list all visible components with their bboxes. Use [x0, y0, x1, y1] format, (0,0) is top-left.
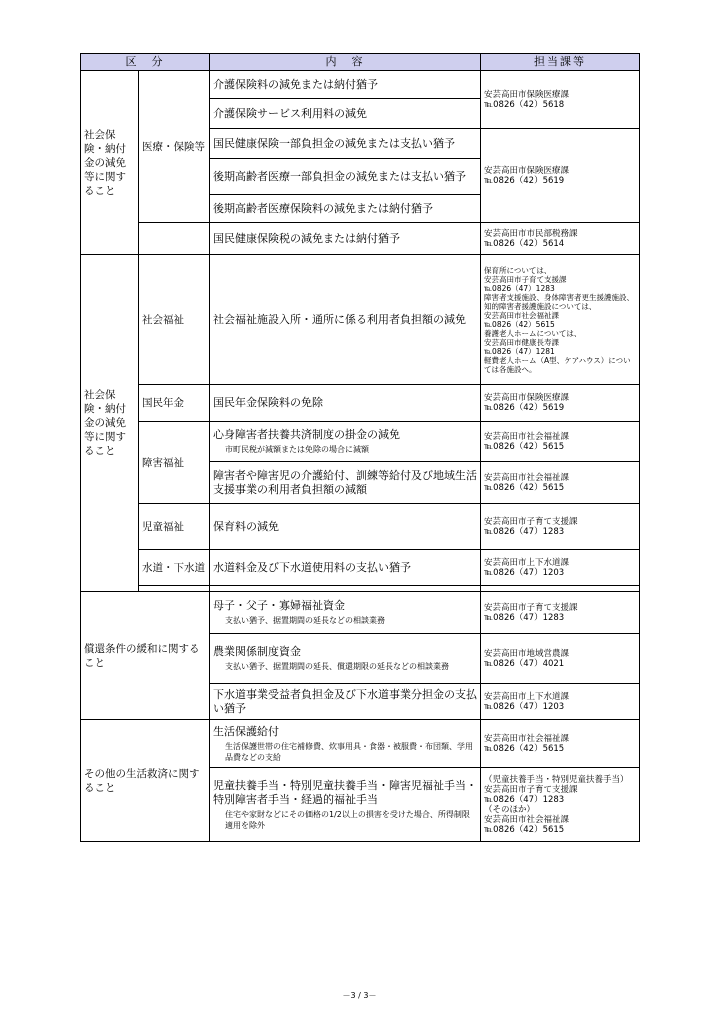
- item-note: 住宅や家財などにその価格の1/2以上の損害を受けた場合、所得制限適用を除外: [225, 809, 470, 830]
- department-cell: [481, 634, 640, 684]
- table-header-row: [81, 54, 640, 71]
- item-text: 心身障害者扶養共済制度の掛金の減免: [213, 428, 400, 441]
- item-text: 下水道事業受益者負担金及び下水道事業分担金の支払い猶予: [210, 684, 481, 720]
- table-row: [81, 720, 640, 768]
- item-text: 介護保険料の減免または納付猶予: [210, 71, 481, 99]
- department-cell: [481, 768, 640, 842]
- department-name: 安芸高田市保険医療課: [484, 165, 570, 176]
- item-note: 市町民税が減額または免除の場合に減額: [225, 445, 369, 454]
- department-note: 養護老人ホームについては、: [484, 328, 582, 338]
- table-row: [81, 422, 640, 462]
- department-tel: ℡0826（42）5615: [484, 319, 555, 329]
- department-note: 軽費老人ホーム（A型、ケアハウス）については各施設へ。: [484, 355, 631, 374]
- department-cell: [481, 255, 640, 385]
- item-text: 児童扶養手当・特別児童扶養手当・障害児福祉手当・特別障害者手当・経過的福祉手当: [213, 778, 477, 806]
- department-tel: ℡0826（42）5615: [484, 441, 565, 452]
- department-cell: [481, 385, 640, 422]
- table-row: [81, 223, 640, 255]
- item-text: 社会福祉施設入所・通所に係る利用者負担額の減免: [210, 255, 481, 385]
- department-tel: ℡0826（42）5615: [484, 743, 565, 754]
- department-tel: ℡0826（47）1203: [484, 701, 565, 712]
- table-row: [81, 504, 640, 550]
- department-note: 保育所については、: [484, 265, 552, 275]
- department-name: 安芸高田市保険医療課: [484, 89, 570, 100]
- department-cell: [481, 223, 640, 255]
- department-name: 安芸高田市子育て支援課: [484, 274, 567, 284]
- item-text: 生活保護給付: [213, 724, 279, 738]
- item-text: 介護保険サービス利用料の減免: [210, 99, 481, 129]
- item-cell: [210, 768, 481, 842]
- department-note: 障害者支援施設、身体障害者更生援護施設、知的障害者援護施設については、: [484, 292, 634, 311]
- department-name: 安芸高田市社会福祉課: [484, 431, 570, 442]
- item-text: 障害者や障害児の介護給付、訓練等給付及び地域生活支援事業の利用者負担額の減額: [210, 462, 481, 504]
- header-category: 区 分: [81, 54, 210, 71]
- department-tel: ℡0826（47）1281: [484, 346, 555, 356]
- department-cell: [481, 129, 640, 223]
- department-name: 安芸高田市地域営農課: [484, 648, 570, 659]
- department-name: 安芸高田市子育て支援課: [484, 784, 578, 795]
- header-department: 担当課等: [481, 54, 640, 71]
- department-note: （そのほか）: [484, 804, 536, 815]
- subcategory-label: 社会福祉: [139, 255, 210, 385]
- empty-cell: [139, 223, 210, 255]
- header-content: 内 容: [210, 54, 481, 71]
- item-cell: [210, 634, 481, 684]
- department-cell: [481, 720, 640, 768]
- subcategory-label: 医療・保険等: [139, 71, 210, 223]
- item-cell: [210, 422, 481, 462]
- department-tel: ℡0826（47）1203: [484, 567, 565, 578]
- department-tel: ℡0826（42）5619: [484, 175, 565, 186]
- department-tel: ℡0826（42）5618: [484, 99, 565, 110]
- item-text: 水道料金及び下水道使用料の支払い猶予: [210, 550, 481, 586]
- item-note: 支払い猶予、据置期間の延長、償還期限の延長などの相談業務: [225, 662, 449, 671]
- department-note: （児童扶養手当・特別児童扶養手当）: [484, 774, 629, 785]
- department-name: 安芸高田市社会福祉課: [484, 814, 570, 825]
- department-tel: ℡0826（47）4021: [484, 658, 565, 669]
- subcategory-label: 水道・下水道: [139, 550, 210, 586]
- table-row: [81, 71, 640, 99]
- department-name: 安芸高田市社会福祉課: [484, 472, 570, 483]
- department-tel: ℡0826（42）5615: [484, 824, 565, 835]
- department-tel: ℡0826（42）5619: [484, 403, 565, 413]
- section-label: その他の生活救済に関すること: [81, 720, 210, 842]
- item-text: 後期高齢者医療一部負担金の減免または支払い猶予: [210, 159, 481, 195]
- department-tel: ℡0826（47）1283: [484, 283, 555, 293]
- subcategory-label: 障害福祉: [139, 422, 210, 504]
- department-name: 安芸高田市子育て支援課: [484, 516, 578, 527]
- department-tel: ℡0826（47）1283: [484, 526, 565, 537]
- department-tel: ℡0826（42）5615: [484, 482, 565, 493]
- section-label: 償還条件の緩和に関すること: [81, 592, 210, 720]
- department-cell: [481, 592, 640, 634]
- department-name: 安芸高田市上下水道課: [484, 691, 570, 702]
- department-tel: ℡0826（47）1283: [484, 794, 565, 805]
- department-cell: [481, 422, 640, 462]
- department-name: 安芸高田市社会福祉課: [484, 733, 570, 744]
- department-name: 安芸高田市健康長寿課: [484, 337, 559, 347]
- table-row: [81, 385, 640, 422]
- item-cell: [210, 720, 481, 768]
- section-label: 社会保険・納付金の減免等に関すること: [81, 255, 139, 592]
- table-row: [81, 550, 640, 586]
- department-name: 安芸高田市保険医療課: [484, 393, 570, 403]
- item-text: 農業関係制度資金: [213, 645, 301, 658]
- item-cell: [210, 592, 481, 634]
- department-cell: [481, 550, 640, 586]
- department-name: 安芸高田市社会福祉課: [484, 310, 559, 320]
- support-table: [80, 53, 640, 842]
- table-row: [81, 255, 640, 385]
- table-row: [81, 592, 640, 634]
- item-text: 国民健康保険一部負担金の減免または支払い猶予: [210, 129, 481, 159]
- department-cell: [481, 462, 640, 504]
- item-note: 生活保護世帯の住宅補修費、炊事用具・食器・被服費・布団類、学用品費などの支給: [225, 741, 473, 762]
- department-tel: ℡0826（47）1283: [484, 612, 565, 623]
- section-label: 社会保険・納付金の減免等に関すること: [81, 71, 139, 255]
- department-cell: [481, 684, 640, 720]
- department-name: 安芸高田市上下水道課: [484, 557, 570, 568]
- item-text: 国民年金保険料の免除: [210, 385, 481, 422]
- department-tel: ℡0826（42）5614: [484, 238, 565, 249]
- item-text: 母子・父子・寡婦福祉資金: [213, 599, 345, 612]
- subcategory-label: 国民年金: [139, 385, 210, 422]
- department-name: 安芸高田市子育て支援課: [484, 602, 578, 613]
- department-name: 安芸高田市市民部税務課: [484, 228, 578, 239]
- item-text: 国民健康保険税の減免または納付猶予: [210, 223, 481, 255]
- item-text: 後期高齢者医療保険料の減免または納付猶予: [210, 195, 481, 223]
- subcategory-label: 児童福祉: [139, 504, 210, 550]
- item-text: 保育料の減免: [210, 504, 481, 550]
- department-cell: [481, 71, 640, 129]
- page-number: －3 / 3－: [342, 991, 377, 1000]
- item-note: 支払い猶予、据置期間の延長などの相談業務: [225, 616, 385, 625]
- department-cell: [481, 504, 640, 550]
